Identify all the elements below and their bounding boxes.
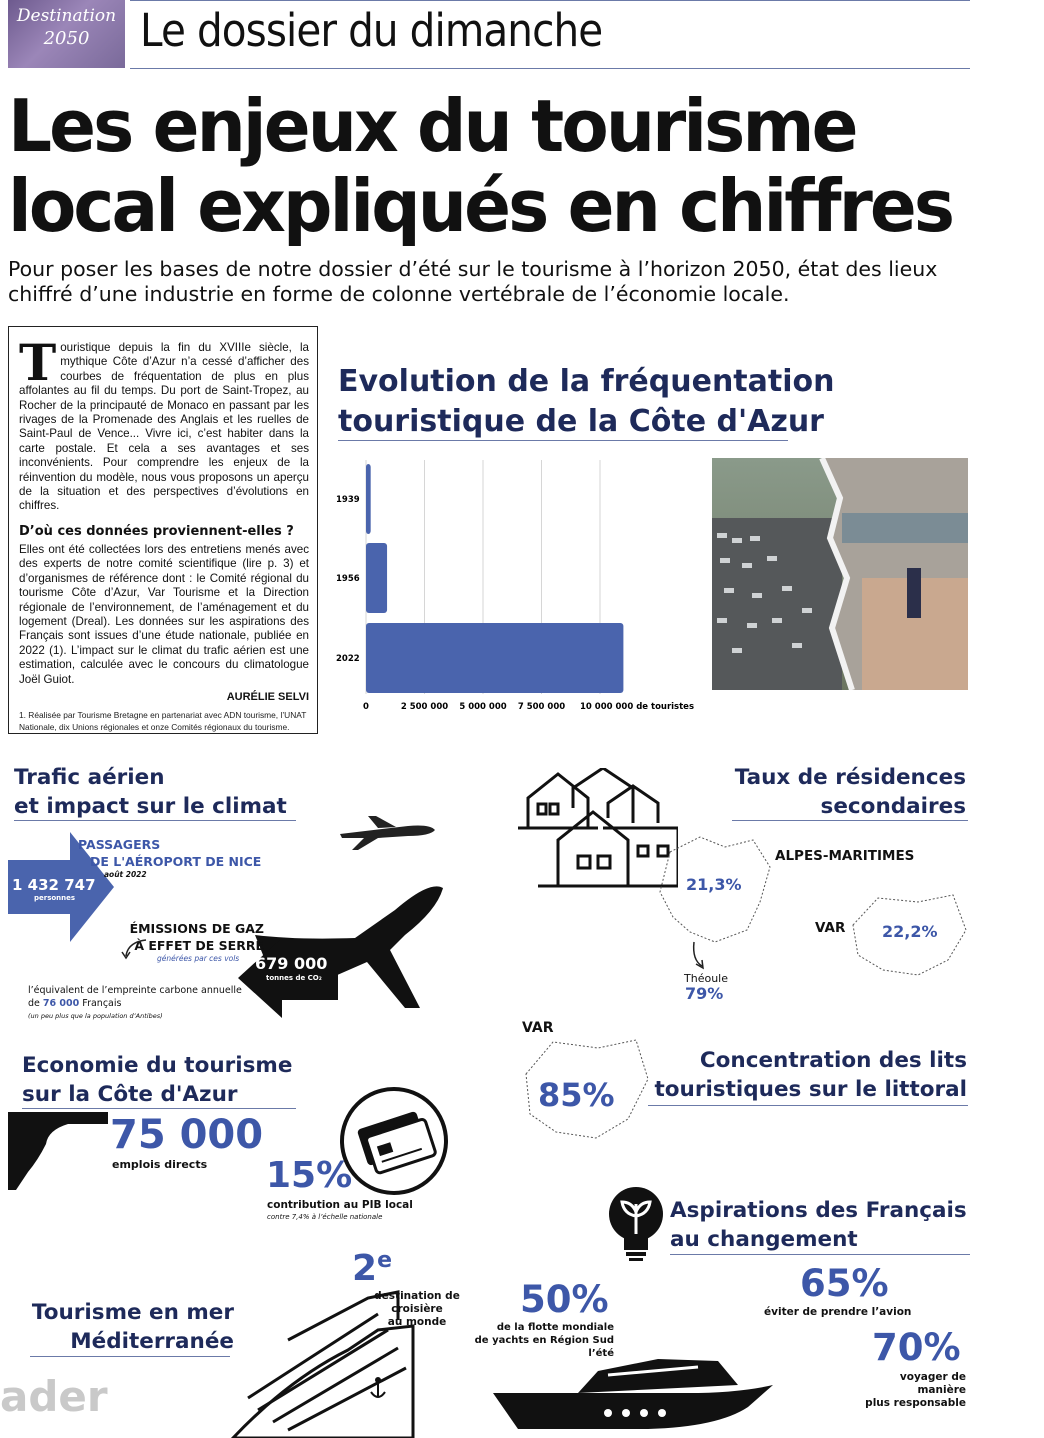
yacht-label: de la flotte mondiale de yachts en Région Sud l’été [474, 1322, 614, 1359]
aspirations-rule [670, 1254, 970, 1255]
header-rule [130, 68, 970, 69]
aspiration-2-value: 70% [872, 1326, 961, 1369]
eco-rule [22, 1108, 296, 1109]
houses-icon [518, 768, 678, 898]
air-title-rule [14, 820, 296, 821]
air-section-title: Trafic aérien et impact sur le climat [14, 765, 287, 819]
footnote: 1. Réalisée par Tourisme Bretagne en partenariat avec ADN tourisme, l’UNAT Nationale, dix Unions régionales et onze Comités régionaux du tourisme. [19, 709, 307, 732]
eco-title: Economie du tourisme sur la Côte d'Azur [22, 1053, 293, 1107]
pib-value: 15% [266, 1155, 353, 1196]
cruise-label: destination de croisière au monde [374, 1290, 460, 1328]
equivalent-text: l’équivalent de l’empreinte carbone annuelle de 76 000 Français (un peu plus que la population d’Antibes) [28, 985, 242, 1020]
passengers-label: PASSAGERS DE L'AÉROPORT DE NICE [78, 837, 262, 869]
aspirations-title: Aspirations des Français au changement [670, 1198, 967, 1252]
pib-label: contribution au PIB local [267, 1199, 413, 1211]
ges-value: 679 000 [255, 954, 328, 973]
theoule-value: 79% [685, 984, 724, 1003]
chart-title [338, 362, 834, 442]
bar [366, 543, 387, 613]
residences-title: Taux de résidences secondaires [734, 765, 966, 819]
aspiration-1-value: 65% [800, 1262, 889, 1305]
small-plane-icon [338, 808, 438, 852]
sources-paragraph: Elles ont été collectées lors des entretiens menés avec des experts de notre comité scientifique (lire p. 3) et d’organismes de référence dont : le Comité régional du tourisme Côte d’Azur, Var Tourisme et la Direction régionale de l’environnement, de l’aménagement et du logement (Dreal). Les données sur les aspirations des Français sont issues d’une étude nationale, publiée en 2022 (1). L’impact sur le climat du trafic aérien est une estimation, calculée avec le concours du climatologue Joël Guiot. [19, 542, 309, 686]
passengers-period: août 2022 [104, 870, 147, 879]
lits-var-label: VAR [522, 1020, 554, 1036]
x-tick-label: 2 500 000 [400, 702, 449, 712]
chart-title-rule [338, 440, 788, 441]
standfirst: Pour poser les bases de notre dossier d’été sur le tourisme à l’horizon 2050, état des lieux chiffré d’une industrie en forme de colonne vertébrale de l’économie locale. [8, 257, 938, 306]
beach-photo [712, 458, 968, 690]
reader-watermark: ader [0, 1372, 108, 1421]
yacht-value: 50% [520, 1278, 609, 1321]
alpes-maritimes-value: 21,3% [686, 875, 742, 894]
x-tick-label: 7 500 000 [517, 702, 566, 712]
aspiration-2-label: voyager de manière plus responsable [865, 1371, 966, 1409]
cruise-rank: 2e [352, 1248, 392, 1289]
theoule-label: Théoule [684, 972, 728, 985]
var-value: 22,2% [882, 922, 938, 941]
lits-title: Concentration des lits touristiques sur le littoral [654, 1048, 967, 1102]
sources-subhead: D’où ces données proviennent-elles ? [19, 523, 294, 539]
y-tick-label: 1939 [336, 495, 360, 505]
bar [366, 464, 371, 534]
theoule-arrow-icon [690, 940, 710, 972]
destination-2050-logo: Destination 2050 [8, 0, 125, 68]
yacht-icon [488, 1345, 778, 1431]
curved-arrow-icon [118, 938, 148, 960]
equivalent-number: 76 000 [42, 998, 80, 1009]
headline-line1: Les enjeux du tourisme [8, 84, 856, 168]
var-label: VAR [815, 920, 846, 936]
intro-box [8, 326, 318, 734]
author-signature: AURÉLIE SELVI [226, 690, 309, 703]
residences-rule [732, 820, 968, 821]
mer-title: Tourisme en mer Méditerranée [31, 1300, 234, 1354]
mer-rule [30, 1356, 230, 1357]
ges-unit: tonnes de CO₂ [266, 974, 322, 982]
chart-title-line2: touristique de la Côte d'Azur [338, 404, 824, 439]
headline-line2: local expliqués en chiffres [8, 164, 953, 248]
x-tick-label: 5 000 000 [459, 702, 507, 712]
passengers-value: 1 432 747 [12, 876, 96, 894]
aspiration-1-label: éviter de prendre l’avion [764, 1306, 912, 1318]
chart-title-line1: Evolution de la fréquentation [338, 364, 835, 399]
y-tick-label: 2022 [336, 654, 360, 664]
y-tick-label: 1956 [336, 574, 360, 584]
pib-note: contre 7,4% à l’échelle nationale [267, 1213, 383, 1221]
hand-icon [8, 1110, 108, 1192]
lits-rule [648, 1105, 968, 1106]
jobs-label: emplois directs [112, 1158, 208, 1171]
lits-value: 85% [538, 1076, 615, 1114]
intro-paragraph: Touristique depuis la fin du XVIIIe siècle, la mythique Côte d’Azur n’a cessé d’afficher des courbes de fréquentation de plus en plus affolantes au fil du temps. Du port de Saint-Tropez, au Rocher de la principauté de Monaco en passant par les rivages de la Promenade des Anglais et les ruelles de Saint-Paul de Vence... Vivre ici, c’est habiter dans la carte postale. Et cela a ses avantages et ses inconvénients. Pour comprendre les enjeux de la réinvention du modèle, nous vous proposons un aperçu de la situation et des perspectives d’évolutions en chiffres. [19, 333, 309, 513]
alpes-maritimes-label: ALPES-MARITIMES [775, 848, 915, 864]
jobs-value: 75 000 [110, 1112, 264, 1158]
ges-note: générées par ces vols [157, 954, 240, 963]
passengers-unit: personnes [34, 894, 76, 902]
bar [366, 623, 623, 693]
dropcap: T [19, 333, 57, 392]
section-kicker: Le dossier du dimanche [140, 4, 603, 57]
top-rule [130, 0, 970, 1]
bar-chart [330, 450, 700, 720]
ges-label: ÉMISSIONS DE GAZ À EFFET DE SERRE [129, 921, 264, 953]
headline [8, 86, 952, 246]
lightbulb-icon [606, 1186, 666, 1262]
credit-card-icon [338, 1085, 450, 1197]
x-tick-label: 0 [363, 702, 369, 712]
beach-photo-image [712, 458, 968, 690]
x-tick-label: 10 000 000 de touristes [580, 702, 695, 712]
